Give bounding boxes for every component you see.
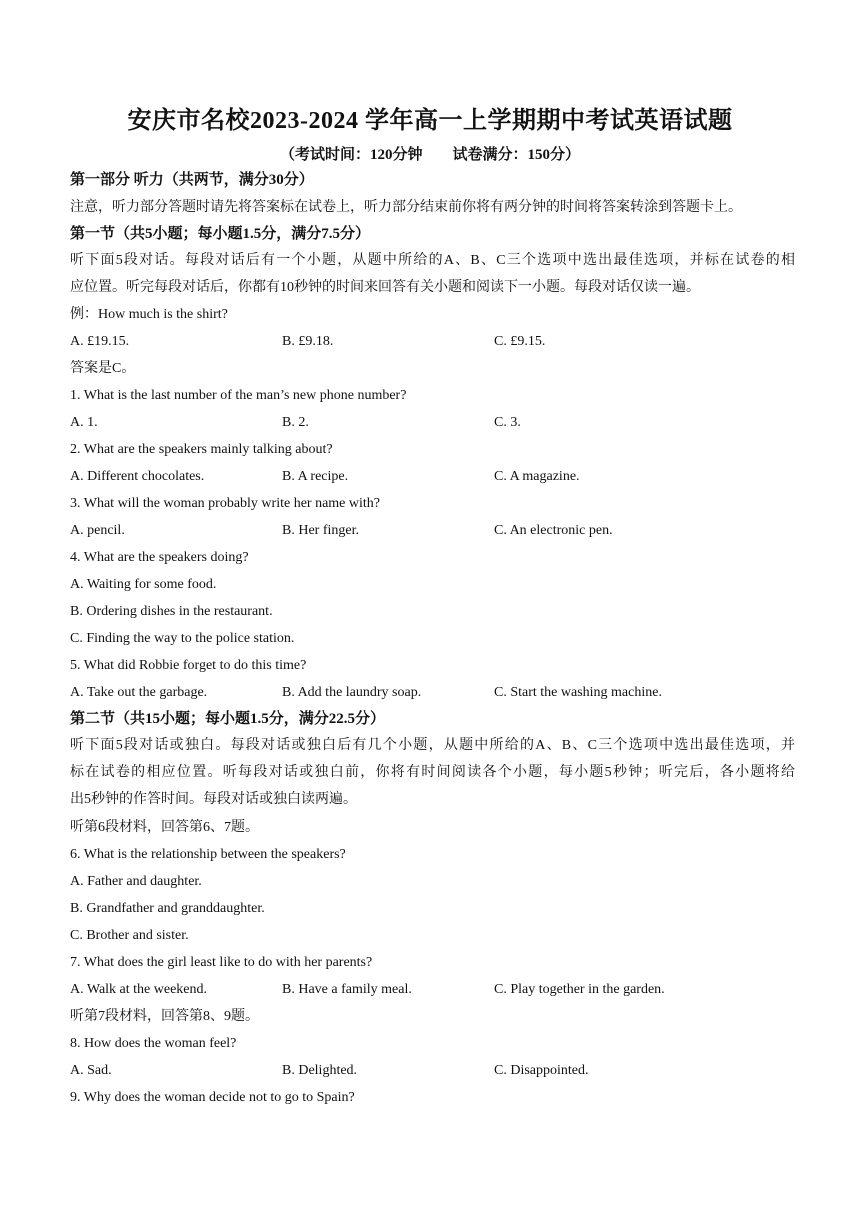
q2-option-a: A. Different chocolates. xyxy=(70,469,205,484)
section1-instructions-line1: 听下面5段对话。每段对话后有一个小题，从题中所给的A、B、C三个选项中选出最佳选项，并标在试卷的相 xyxy=(70,253,795,268)
q3-option-c: C. An electronic pen. xyxy=(494,523,613,538)
section2-instructions-line3: 出5秒钟的作答时间。每段对话或独白读两遍。 xyxy=(70,792,357,807)
exam-subtitle: （考试时间：120分钟 试卷满分：150分） xyxy=(279,147,580,163)
q6-option-a: A. Father and daughter. xyxy=(70,874,202,889)
q4-option-c: C. Finding the way to the police station. xyxy=(70,631,295,646)
q1-option-a: A. 1. xyxy=(70,415,98,430)
example-question: 例：How much is the shirt? xyxy=(70,307,228,322)
example-answer: 答案是C。 xyxy=(70,361,136,376)
material-6-label: 听第6段材料，回答第6、7题。 xyxy=(70,820,259,835)
q7-option-b: B. Have a family meal. xyxy=(282,982,412,997)
q8-option-b: B. Delighted. xyxy=(282,1063,358,1078)
q1-option-c: C. 3. xyxy=(494,415,521,430)
section1-heading: 第一节（共5小题；每小题1.5分，满分7.5分） xyxy=(70,226,371,242)
question-1: 1. What is the last number of the man’s new phone number? xyxy=(70,388,407,403)
question-3: 3. What will the woman probably write her name with? xyxy=(70,496,380,511)
q6-option-b: B. Grandfather and granddaughter. xyxy=(70,901,265,916)
question-5: 5. What did Robbie forget to do this time? xyxy=(70,658,307,673)
part1-note: 注意，听力部分答题时请先将答案标在试卷上，听力部分结束前你将有两分钟的时间将答案转涂到答题卡上。 xyxy=(70,200,742,215)
q5-option-b: B. Add the laundry soap. xyxy=(282,685,422,700)
section2-heading: 第二节（共15小题；每小题1.5分，满分22.5分） xyxy=(70,711,386,727)
question-9: 9. Why does the woman decide not to go to Spain? xyxy=(70,1090,355,1105)
question-8: 8. How does the woman feel? xyxy=(70,1036,237,1051)
q7-option-c: C. Play together in the garden. xyxy=(494,982,665,997)
question-4: 4. What are the speakers doing? xyxy=(70,550,249,565)
q7-option-a: A. Walk at the weekend. xyxy=(70,982,208,997)
q3-option-a: A. pencil. xyxy=(70,523,125,538)
example-option-b: B. £9.18. xyxy=(282,334,334,349)
q1-option-b: B. 2. xyxy=(282,415,309,430)
example-option-c: C. £9.15. xyxy=(494,334,546,349)
q2-option-c: C. A magazine. xyxy=(494,469,580,484)
exam-title: 安庆市名校2023-2024 学年高一上学期期中考试英语试题 xyxy=(127,108,733,134)
q2-option-b: B. A recipe. xyxy=(282,469,349,484)
material-7-label: 听第7段材料，回答第8、9题。 xyxy=(70,1009,259,1024)
q5-option-a: A. Take out the garbage. xyxy=(70,685,208,700)
question-2: 2. What are the speakers mainly talking about? xyxy=(70,442,333,457)
section1-instructions-line2: 应位置。听完每段对话后，你都有10秒钟的时间来回答有关小题和阅读下一小题。每段对话仅读一遍。 xyxy=(70,280,700,295)
section2-instructions-line1: 听下面5段对话或独白。每段对话或独白后有几个小题，从题中所给的A、B、C三个选项中选出最佳选项，并 xyxy=(70,738,795,753)
q8-option-a: A. Sad. xyxy=(70,1063,112,1078)
part1-heading: 第一部分 听力（共两节，满分30分） xyxy=(70,172,314,188)
question-7: 7. What does the girl least like to do with her parents? xyxy=(70,955,373,970)
q3-option-b: B. Her finger. xyxy=(282,523,359,538)
q4-option-b: B. Ordering dishes in the restaurant. xyxy=(70,604,273,619)
q6-option-c: C. Brother and sister. xyxy=(70,928,189,943)
q5-option-c: C. Start the washing machine. xyxy=(494,685,662,700)
example-option-a: A. £19.15. xyxy=(70,334,130,349)
question-6: 6. What is the relationship between the speakers? xyxy=(70,847,346,862)
section2-instructions-line2: 标在试卷的相应位置。听每段对话或独白前，你将有时间阅读各个小题，每小题5秒钟；听完后，各小题将给 xyxy=(70,765,795,780)
q8-option-c: C. Disappointed. xyxy=(494,1063,589,1078)
q4-option-a: A. Waiting for some food. xyxy=(70,577,217,592)
